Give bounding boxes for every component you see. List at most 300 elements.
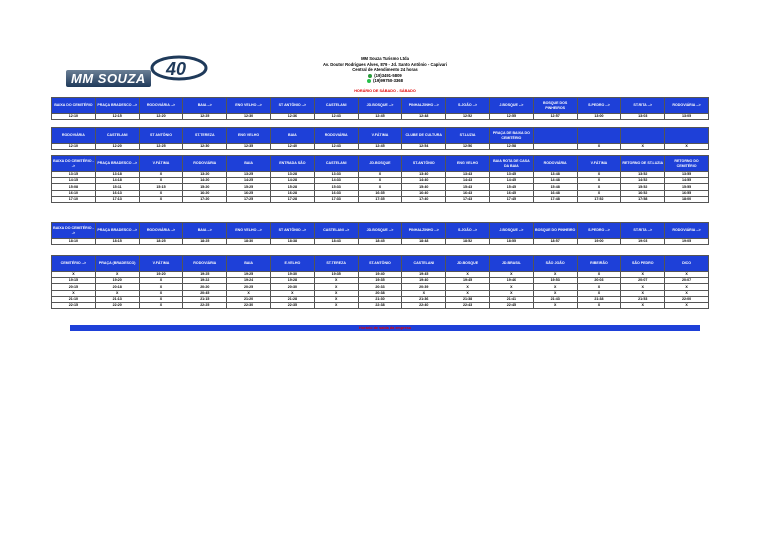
time-cell: X	[52, 290, 96, 296]
stop-header: RODOVIÁRIA	[533, 156, 577, 172]
time-cell: 15:11	[95, 184, 139, 190]
time-cell: 16:33	[314, 190, 358, 196]
stop-header: ST.RITA -->	[621, 98, 665, 114]
time-cell: 22:38	[358, 302, 402, 308]
time-cell: 14:52	[621, 178, 665, 184]
stop-header: ST ANTÔNIO -->	[270, 223, 314, 239]
time-cell: 15:40	[402, 184, 446, 190]
stop-header: V.FÁTIMA	[139, 256, 183, 272]
time-cell: X	[446, 284, 490, 290]
stop-header: PRAÇA (BRADESCO)	[95, 256, 139, 272]
time-cell: X	[227, 290, 271, 296]
time-cell: X	[139, 290, 183, 296]
time-cell: 20:07	[665, 278, 709, 284]
time-cell: 18:30	[227, 239, 271, 245]
time-cell: 16:48	[533, 190, 577, 196]
stop-header: PINHALZINHO -->	[402, 223, 446, 239]
time-cell: 12:40	[270, 144, 314, 150]
stop-header: BAIA	[270, 128, 314, 144]
stop-header: CASTELANI	[95, 128, 139, 144]
time-cell: X	[139, 296, 183, 302]
time-cell: 18:48	[402, 239, 446, 245]
time-cell: X	[446, 272, 490, 278]
time-cell: 19:05	[665, 239, 709, 245]
time-cell: 12:10	[52, 114, 96, 120]
header-row	[52, 128, 709, 144]
time-cell: 13:40	[402, 172, 446, 178]
schedule-table-2	[51, 127, 709, 150]
stop-header: CASTELANI	[402, 256, 446, 272]
time-cell: 21:43	[533, 296, 577, 302]
time-cell: X	[621, 144, 665, 150]
phone-icon	[368, 74, 372, 78]
time-cell: 17:43	[446, 196, 490, 202]
time-cell: 18:52	[446, 239, 490, 245]
time-cell: 13:45	[489, 172, 533, 178]
time-cell: X	[139, 190, 183, 196]
stop-header: S.PEDRO -->	[577, 223, 621, 239]
stop-header: ST.RITA -->	[621, 223, 665, 239]
stop-header	[621, 128, 665, 144]
time-cell: 21:13	[95, 296, 139, 302]
time-cell: 14:48	[533, 178, 577, 184]
time-cell: X	[533, 302, 577, 308]
time-cell: 14:20	[183, 178, 227, 184]
schedule-table-4	[51, 222, 709, 245]
stop-header: V.FÁTIMA	[139, 156, 183, 172]
time-cell: X	[358, 178, 402, 184]
time-cell: 12:52	[446, 114, 490, 120]
time-cell: 14:15	[52, 178, 96, 184]
time-cell: X	[621, 272, 665, 278]
time-cell: 17:40	[402, 196, 446, 202]
time-cell: X	[621, 290, 665, 296]
time-cell: 18:25	[183, 239, 227, 245]
time-cell: 13:20	[183, 172, 227, 178]
stop-header: JD.BRASIL	[489, 256, 533, 272]
svg-text:40: 40	[166, 59, 187, 79]
time-cell: X	[533, 290, 577, 296]
time-cell: X	[533, 272, 577, 278]
stop-header: ST.LUZIA	[446, 128, 490, 144]
time-cell: 19:35	[358, 278, 402, 284]
time-cell: 18:15	[95, 239, 139, 245]
time-cell: 15:28	[270, 184, 314, 190]
stop-header: DICO	[665, 256, 709, 272]
time-cell: 13:15	[52, 172, 96, 178]
time-cell: X	[446, 290, 490, 296]
stop-header: PINHALZINHO -->	[402, 98, 446, 114]
time-cell: 12:45	[358, 114, 402, 120]
stop-header: CASTELANI	[314, 156, 358, 172]
company-header	[250, 56, 520, 84]
time-cell: 19:46	[489, 278, 533, 284]
time-cell: 12:25	[139, 144, 183, 150]
stop-header: RODOVIÁRIA -->	[139, 98, 183, 114]
time-cell: 17:48	[533, 196, 577, 202]
stop-header: JD.BOSQUE -->	[358, 223, 402, 239]
time-cell: 15:33	[314, 184, 358, 190]
time-row	[52, 114, 709, 120]
stop-header	[577, 128, 621, 144]
time-cell: 19:25	[227, 272, 271, 278]
time-cell	[533, 144, 577, 150]
time-cell: 17:13	[95, 196, 139, 202]
stop-header: RETORNO DE ST.LUZIA	[621, 156, 665, 172]
time-cell: 17:28	[270, 196, 314, 202]
time-cell: 22:40	[402, 302, 446, 308]
time-cell: 15:25	[227, 184, 271, 190]
time-cell: X	[139, 278, 183, 284]
time-cell: 22:00	[665, 296, 709, 302]
time-cell: 22:20	[95, 302, 139, 308]
time-cell: 13:43	[446, 172, 490, 178]
time-row	[52, 302, 709, 308]
stop-header: J.BOSQUE -->	[489, 98, 533, 114]
time-cell: 15:55	[665, 184, 709, 190]
time-cell: 16:55	[665, 190, 709, 196]
time-cell: 13:00	[577, 114, 621, 120]
header-row	[52, 98, 709, 114]
time-cell: 16:40	[402, 190, 446, 196]
time-cell: 12:10	[52, 144, 96, 150]
time-cell: X	[665, 144, 709, 150]
stop-header: RODOVIÁRIA -->	[665, 223, 709, 239]
stop-header	[665, 128, 709, 144]
stop-header: RETORNO DO CEMITÉRIO	[665, 156, 709, 172]
time-cell: X	[95, 272, 139, 278]
service-central: Central de Atendimento 24 horas	[352, 67, 418, 73]
time-cell: 19:22	[183, 278, 227, 284]
time-cell: 18:10	[52, 239, 96, 245]
time-cell: 13:28	[270, 172, 314, 178]
time-cell: 12:58	[489, 144, 533, 150]
time-cell: X	[665, 272, 709, 278]
time-cell: 22:43	[446, 302, 490, 308]
time-cell: 18:57	[533, 239, 577, 245]
time-cell: 17:45	[489, 196, 533, 202]
stop-header: ENG VELHO -->	[227, 98, 271, 114]
stop-header: PRAÇA DE BAIXA DO CEMITÉRIO	[489, 128, 533, 144]
time-cell: 18:25	[139, 239, 183, 245]
time-cell: 12:20	[139, 114, 183, 120]
stop-header: ENTRADA SÃO	[270, 156, 314, 172]
time-cell: 21:30	[358, 296, 402, 302]
stop-header	[533, 128, 577, 144]
schedule-table-1	[51, 97, 709, 120]
time-cell: 12:15	[95, 114, 139, 120]
header-row	[52, 156, 709, 172]
time-cell: 16:28	[270, 190, 314, 196]
time-cell: 16:13	[95, 190, 139, 196]
time-cell: 12:36	[270, 114, 314, 120]
time-cell: 17:33	[314, 196, 358, 202]
time-row	[52, 239, 709, 245]
stop-header: ST ANTÔNIO	[139, 128, 183, 144]
time-cell: 22:15	[52, 302, 96, 308]
time-cell: 18:38	[270, 239, 314, 245]
time-cell: 17:10	[52, 196, 96, 202]
stop-header: ST.TEREZA	[183, 128, 227, 144]
time-cell: X	[95, 290, 139, 296]
time-cell: 20:45	[183, 290, 227, 296]
time-cell: X	[139, 196, 183, 202]
time-cell: 20:25	[227, 284, 271, 290]
time-cell: 19:20	[139, 272, 183, 278]
time-cell: 17:25	[227, 196, 271, 202]
stop-header: CLUBE DE CULTURA	[402, 128, 446, 144]
stop-header: J.BOSQUE -->	[489, 223, 533, 239]
stop-header: CASTELANI	[314, 98, 358, 114]
logo-wordmark: MM SOUZA	[66, 70, 151, 87]
stop-header: V.FÁTIMA	[358, 128, 402, 144]
time-cell: 12:56	[446, 144, 490, 150]
schedule-title: HORÁRIO DE SÁBADO - SÁBADO	[354, 89, 416, 93]
phone-number-2: (19)99750-3368	[373, 78, 403, 84]
time-cell: X	[577, 172, 621, 178]
time-cell: 20:20	[183, 284, 227, 290]
time-cell: 13:55	[665, 172, 709, 178]
time-cell: 12:25	[183, 114, 227, 120]
time-cell: X	[402, 290, 446, 296]
stop-header: S.JOÃO -->	[446, 223, 490, 239]
time-cell: 16:20	[183, 190, 227, 196]
company-address: Av. Doutor Rodrigues Alves, 879 - Jd. Santo Antônio - Capivari	[323, 61, 447, 67]
time-cell: 12:45	[358, 144, 402, 150]
time-cell: 19:20	[95, 278, 139, 284]
time-row	[52, 144, 709, 150]
time-cell: 21:38	[446, 296, 490, 302]
time-cell: 19:25	[183, 272, 227, 278]
time-cell: X	[270, 290, 314, 296]
time-cell: 20:07	[621, 278, 665, 284]
schedule-table-3	[51, 155, 709, 203]
time-cell: 17:52	[577, 196, 621, 202]
time-cell: 18:43	[314, 239, 358, 245]
time-cell: X	[665, 290, 709, 296]
time-cell: 20:03	[577, 278, 621, 284]
stop-header: RODOVIÁRIA	[183, 256, 227, 272]
time-cell: 19:45	[402, 272, 446, 278]
time-cell: 13:48	[533, 172, 577, 178]
time-cell: X	[577, 190, 621, 196]
time-cell: X	[314, 278, 358, 284]
time-cell: 19:28	[270, 278, 314, 284]
time-row	[52, 196, 709, 202]
schedule-table-5	[51, 255, 709, 309]
time-cell: 13:25	[227, 172, 271, 178]
time-cell: 12:48	[402, 114, 446, 120]
time-cell: 16:43	[446, 190, 490, 196]
stop-header: ENG VELHO	[227, 128, 271, 144]
time-cell: 13:33	[314, 172, 358, 178]
stop-header: PRAÇA BRADESCO -->	[95, 156, 139, 172]
stop-header: ST ANTÔNIO -->	[270, 98, 314, 114]
time-cell: 15:48	[533, 184, 577, 190]
time-cell: 17:20	[183, 196, 227, 202]
time-cell: X	[52, 272, 96, 278]
stop-header: PRAÇA BRADESCO -->	[95, 98, 139, 114]
stop-header: BAIA -->	[183, 223, 227, 239]
time-cell: 17:58	[621, 196, 665, 202]
time-cell: X	[489, 272, 533, 278]
stop-header: S.JOÃO -->	[446, 98, 490, 114]
time-cell: X	[139, 284, 183, 290]
time-cell: 15:08	[52, 184, 96, 190]
stop-header: JD.BOSQUE -->	[358, 98, 402, 114]
time-cell: 14:45	[489, 178, 533, 184]
time-cell: 13:18	[95, 172, 139, 178]
time-cell: X	[314, 290, 358, 296]
time-cell: 15:52	[621, 184, 665, 190]
time-cell: X	[577, 290, 621, 296]
time-cell: X	[314, 302, 358, 308]
header-row	[52, 223, 709, 239]
time-cell: 14:28	[270, 178, 314, 184]
stop-header: BOSQUE DOS PINHEIROS	[533, 98, 577, 114]
time-cell: X	[358, 184, 402, 190]
stop-header: RODOVIÁRIA	[314, 128, 358, 144]
time-cell: 19:40	[358, 272, 402, 278]
time-cell: X	[577, 302, 621, 308]
time-cell: 18:00	[665, 196, 709, 202]
stop-header: BAIXA DO CEMITÉRIO -->	[52, 156, 96, 172]
time-cell: 12:30	[183, 144, 227, 150]
time-cell: 19:30	[270, 272, 314, 278]
time-cell: X	[314, 296, 358, 302]
time-cell: 16:25	[227, 190, 271, 196]
stop-header: JD.BOSQUE	[446, 256, 490, 272]
time-cell: 20:39	[402, 284, 446, 290]
stop-header: ENG VELHO -->	[227, 223, 271, 239]
stop-header: BAIA -->	[183, 98, 227, 114]
phone-number-1: (19)3491-5809	[374, 72, 402, 78]
time-cell: 21:53	[621, 296, 665, 302]
time-cell: 21:15	[183, 296, 227, 302]
time-cell: 18:55	[489, 239, 533, 245]
stop-header: CEMITÉRIO -->	[52, 256, 96, 272]
time-cell: 15:15	[139, 184, 183, 190]
time-cell: 14:18	[95, 178, 139, 184]
stop-header: V.FÁTIMA	[577, 156, 621, 172]
time-cell: X	[577, 178, 621, 184]
time-cell: 12:54	[402, 144, 446, 150]
time-cell: 21:20	[227, 296, 271, 302]
time-cell: X	[577, 272, 621, 278]
time-cell: 16:10	[52, 190, 96, 196]
time-cell: 12:57	[533, 114, 577, 120]
time-cell: X	[358, 172, 402, 178]
stop-header: ST.ANTÔNIO	[402, 156, 446, 172]
time-cell: X	[314, 284, 358, 290]
time-cell: X	[621, 284, 665, 290]
time-cell: 16:45	[489, 190, 533, 196]
time-cell: X	[665, 284, 709, 290]
time-cell: 22:25	[183, 302, 227, 308]
time-cell: 19:35	[314, 272, 358, 278]
time-cell: 21:36	[402, 296, 446, 302]
time-cell: X	[139, 172, 183, 178]
time-cell: X	[621, 302, 665, 308]
time-cell: 20:38	[358, 290, 402, 296]
stop-header: BAIXA DO CEMITÉRIO	[52, 98, 96, 114]
time-cell: 19:00	[577, 239, 621, 245]
stop-header: JD.BOSQUE	[358, 156, 402, 172]
stop-header: PRAÇA BRADESCO -->	[95, 223, 139, 239]
stop-header: RODOVIÁRIA -->	[139, 223, 183, 239]
header-row	[52, 256, 709, 272]
time-cell: 19:24	[227, 278, 271, 284]
time-cell: 22:30	[227, 302, 271, 308]
time-cell: 21:10	[52, 296, 96, 302]
stop-header: ENG VELHO	[446, 156, 490, 172]
stop-header: ST.ANTÔNIO	[358, 256, 402, 272]
time-cell: 17:35	[358, 196, 402, 202]
stop-header: BOSQUE DO PINHEIRO	[533, 223, 577, 239]
stop-header: SÃO PEDRO	[621, 256, 665, 272]
stop-header: BAIA ROTA DE CASA DA BAIA	[489, 156, 533, 172]
time-cell: 15:20	[183, 184, 227, 190]
stop-header: BAIA	[227, 156, 271, 172]
time-cell: 12:55	[489, 114, 533, 120]
time-cell: 12:35	[227, 144, 271, 150]
stop-header: ST.TEREZA	[314, 256, 358, 272]
time-cell: 13:52	[621, 172, 665, 178]
time-cell: X	[577, 284, 621, 290]
schedule-footer: Horário de saída da empresa	[70, 325, 700, 331]
time-cell: X	[139, 178, 183, 184]
time-cell: X	[489, 284, 533, 290]
time-cell: 22:35	[270, 302, 314, 308]
time-cell: 21:38	[577, 296, 621, 302]
stop-header: E.VELHO	[270, 256, 314, 272]
time-cell: 19:03	[621, 239, 665, 245]
stop-header: RODOVIÁRIA	[52, 128, 96, 144]
time-cell: 12:43	[314, 114, 358, 120]
time-cell: 22:45	[489, 302, 533, 308]
logo-swoosh-icon	[148, 52, 210, 84]
time-cell: X	[533, 284, 577, 290]
stop-header: BAIA	[227, 256, 271, 272]
time-cell: X	[489, 290, 533, 296]
time-cell: 20:15	[52, 284, 96, 290]
time-cell: 14:43	[446, 178, 490, 184]
time-cell: 19:45	[446, 278, 490, 284]
stop-header: SÃO JOÃO	[533, 256, 577, 272]
time-cell: X	[577, 144, 621, 150]
time-cell: 20:33	[358, 284, 402, 290]
whatsapp-icon	[367, 79, 371, 83]
stop-header: CASTELANI -->	[314, 223, 358, 239]
time-cell: 16:35	[358, 190, 402, 196]
time-cell: 12:30	[227, 114, 271, 120]
time-cell: 14:55	[665, 178, 709, 184]
time-cell: 14:33	[314, 178, 358, 184]
time-cell: 15:45	[489, 184, 533, 190]
time-cell: 21:28	[270, 296, 314, 302]
time-cell: 20:18	[95, 284, 139, 290]
time-cell: X	[665, 302, 709, 308]
time-cell: 19:53	[533, 278, 577, 284]
company-name: MM Souza Turismo Ltda	[361, 56, 409, 61]
time-cell: X	[577, 184, 621, 190]
time-cell: 15:43	[446, 184, 490, 190]
stop-header: RIBEIRÃO	[577, 256, 621, 272]
time-cell: 14:25	[227, 178, 271, 184]
time-cell: 13:03	[621, 114, 665, 120]
stop-header: BAIXA DO CEMITÉRIO -->	[52, 223, 96, 239]
time-cell: 12:43	[314, 144, 358, 150]
